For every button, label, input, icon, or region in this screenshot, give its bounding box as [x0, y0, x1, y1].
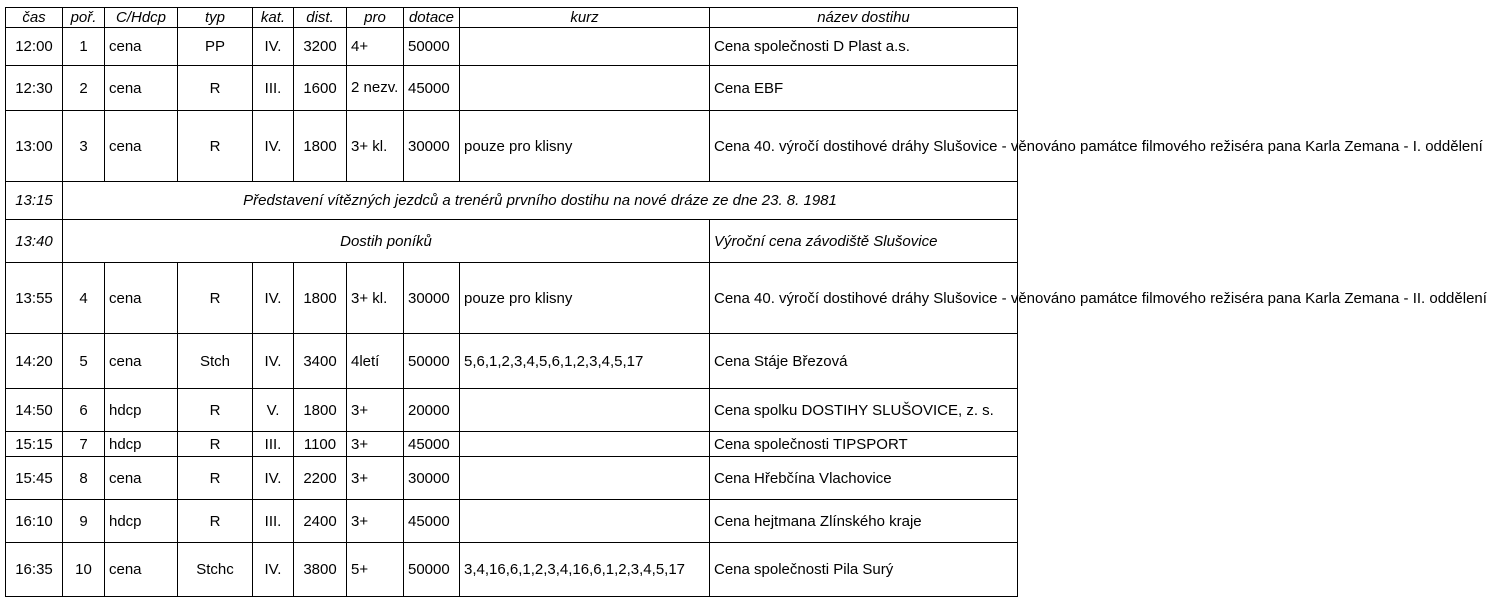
special-row-pony-race [6, 220, 1018, 263]
cell-kurz [460, 432, 710, 457]
cell-pro: 2 nezv. [347, 66, 404, 111]
cell-kurz [460, 389, 710, 432]
cell-kat: III. [253, 500, 294, 543]
cell-typ: R [178, 263, 253, 334]
cell-typ: R [178, 500, 253, 543]
cell-por: 2 [63, 66, 105, 111]
cell-chdcp: cena [105, 111, 178, 182]
cell-nazev: Cena EBF [710, 66, 1018, 111]
special-row-presentation [6, 182, 1018, 220]
cell-cas: 16:35 [6, 543, 63, 597]
cell-por: 8 [63, 457, 105, 500]
header-nazev: název dostihu [710, 8, 1018, 28]
cell-dotace: 50000 [404, 543, 460, 597]
cell-por: 9 [63, 500, 105, 543]
cell-por: 5 [63, 334, 105, 389]
cell-kat: IV. [253, 111, 294, 182]
cell-dist: 2400 [294, 500, 347, 543]
cell-nazev: Cena společnosti Pila Surý [710, 543, 1018, 597]
race-schedule-table [5, 7, 1487, 597]
cell-pro: 3+ [347, 389, 404, 432]
cell-kurz: pouze pro klisny [460, 111, 710, 182]
cell-dotace: 50000 [404, 28, 460, 66]
cell-dotace: 30000 [404, 263, 460, 334]
cell-typ: R [178, 432, 253, 457]
cell-chdcp: cena [105, 66, 178, 111]
cell-kurz [460, 500, 710, 543]
cell-cas: 13:40 [6, 220, 63, 263]
cell-dist: 1800 [294, 389, 347, 432]
cell-dotace: 20000 [404, 389, 460, 432]
cell-typ: R [178, 111, 253, 182]
cell-kurz [460, 28, 710, 66]
cell-cas: 12:30 [6, 66, 63, 111]
header-kat: kat. [253, 8, 294, 28]
cell-pro: 3+ [347, 500, 404, 543]
cell-cas: 16:10 [6, 500, 63, 543]
cell-kat: III. [253, 432, 294, 457]
cell-cas: 14:20 [6, 334, 63, 389]
cell-pro: 5+ [347, 543, 404, 597]
header-dist: dist. [294, 8, 347, 28]
cell-cas: 13:15 [6, 182, 63, 220]
cell-cas: 14:50 [6, 389, 63, 432]
cell-nazev: Cena 40. výročí dostihové dráhy Slušovice - věnováno památce filmového režiséra pana Karla Zemana - I. oddělení [710, 111, 1018, 182]
cell-pro: 3+ [347, 457, 404, 500]
cell-por: 4 [63, 263, 105, 334]
table-row [6, 389, 1018, 432]
cell-kurz [460, 66, 710, 111]
cell-typ: Stchc [178, 543, 253, 597]
cell-dotace: 45000 [404, 500, 460, 543]
cell-kat: IV. [253, 334, 294, 389]
cell-dist: 1800 [294, 263, 347, 334]
cell-dist: 3800 [294, 543, 347, 597]
header-row [6, 8, 1018, 28]
cell-chdcp: cena [105, 28, 178, 66]
table-row [6, 334, 1018, 389]
cell-kurz: pouze pro klisny [460, 263, 710, 334]
cell-chdcp: cena [105, 457, 178, 500]
cell-kurz: 5,6,1,2,3,4,5,6,1,2,3,4,5,17 [460, 334, 710, 389]
cell-chdcp: cena [105, 543, 178, 597]
table-row [6, 457, 1018, 500]
cell-dist: 3400 [294, 334, 347, 389]
cell-chdcp: hdcp [105, 432, 178, 457]
cell-chdcp: hdcp [105, 389, 178, 432]
cell-chdcp: cena [105, 334, 178, 389]
cell-kurz [460, 457, 710, 500]
cell-kat: V. [253, 389, 294, 432]
cell-kurz: 3,4,16,6,1,2,3,4,16,6,1,2,3,4,5,17 [460, 543, 710, 597]
cell-dist: 1600 [294, 66, 347, 111]
cell-kat: III. [253, 66, 294, 111]
cell-cas: 13:00 [6, 111, 63, 182]
header-pro: pro [347, 8, 404, 28]
cell-nazev: Cena spolku DOSTIHY SLUŠOVICE, z. s. [710, 389, 1018, 432]
table-row [6, 111, 1018, 182]
cell-por: 3 [63, 111, 105, 182]
cell-typ: R [178, 457, 253, 500]
cell-kat: IV. [253, 457, 294, 500]
cell-dotace: 30000 [404, 457, 460, 500]
cell-typ: R [178, 66, 253, 111]
cell-nazev: Cena Stáje Březová [710, 334, 1018, 389]
cell-pro: 4letí [347, 334, 404, 389]
cell-nazev: Cena hejtmana Zlínského kraje [710, 500, 1018, 543]
cell-dist: 3200 [294, 28, 347, 66]
cell-chdcp: hdcp [105, 500, 178, 543]
table-row [6, 432, 1018, 457]
cell-nazev: Cena společnosti D Plast a.s. [710, 28, 1018, 66]
cell-chdcp: cena [105, 263, 178, 334]
presentation-text: Představení vítězných jezdců a trenérů prvního dostihu na nové dráze ze dne 23. 8. 1981 [63, 182, 1018, 220]
cell-dotace: 50000 [404, 334, 460, 389]
cell-por: 7 [63, 432, 105, 457]
header-dotace: dotace [404, 8, 460, 28]
cell-cas: 13:55 [6, 263, 63, 334]
cell-cas: 15:45 [6, 457, 63, 500]
cell-typ: Stch [178, 334, 253, 389]
cell-dist: 1100 [294, 432, 347, 457]
cell-pro: 3+ kl. [347, 263, 404, 334]
header-por: poř. [63, 8, 105, 28]
table-row [6, 28, 1018, 66]
cell-nazev: Cena Hřebčína Vlachovice [710, 457, 1018, 500]
cell-nazev: Cena společnosti TIPSPORT [710, 432, 1018, 457]
header-chdcp: C/Hdcp [105, 8, 178, 28]
cell-dotace: 45000 [404, 432, 460, 457]
cell-cas: 12:00 [6, 28, 63, 66]
cell-por: 1 [63, 28, 105, 66]
table-row [6, 500, 1018, 543]
cell-pro: 3+ [347, 432, 404, 457]
cell-typ: PP [178, 28, 253, 66]
table-row [6, 66, 1018, 111]
cell-typ: R [178, 389, 253, 432]
header-typ: typ [178, 8, 253, 28]
cell-dotace: 45000 [404, 66, 460, 111]
header-cas: čas [6, 8, 63, 28]
cell-kat: IV. [253, 263, 294, 334]
table-row [6, 263, 1018, 334]
cell-kat: IV. [253, 543, 294, 597]
pony-race-text: Dostih poníků [63, 220, 710, 263]
cell-pro: 4+ [347, 28, 404, 66]
cell-pro: 3+ kl. [347, 111, 404, 182]
header-kurz: kurz [460, 8, 710, 28]
cell-dist: 2200 [294, 457, 347, 500]
cell-por: 6 [63, 389, 105, 432]
cell-por: 10 [63, 543, 105, 597]
cell-nazev: Výroční cena závodiště Slušovice [710, 220, 1018, 263]
cell-kat: IV. [253, 28, 294, 66]
cell-nazev: Cena 40. výročí dostihové dráhy Slušovice - věnováno památce filmového režiséra pana Karla Zemana - II. oddělení [710, 263, 1018, 334]
cell-dist: 1800 [294, 111, 347, 182]
cell-cas: 15:15 [6, 432, 63, 457]
cell-dotace: 30000 [404, 111, 460, 182]
table-row [6, 543, 1018, 597]
